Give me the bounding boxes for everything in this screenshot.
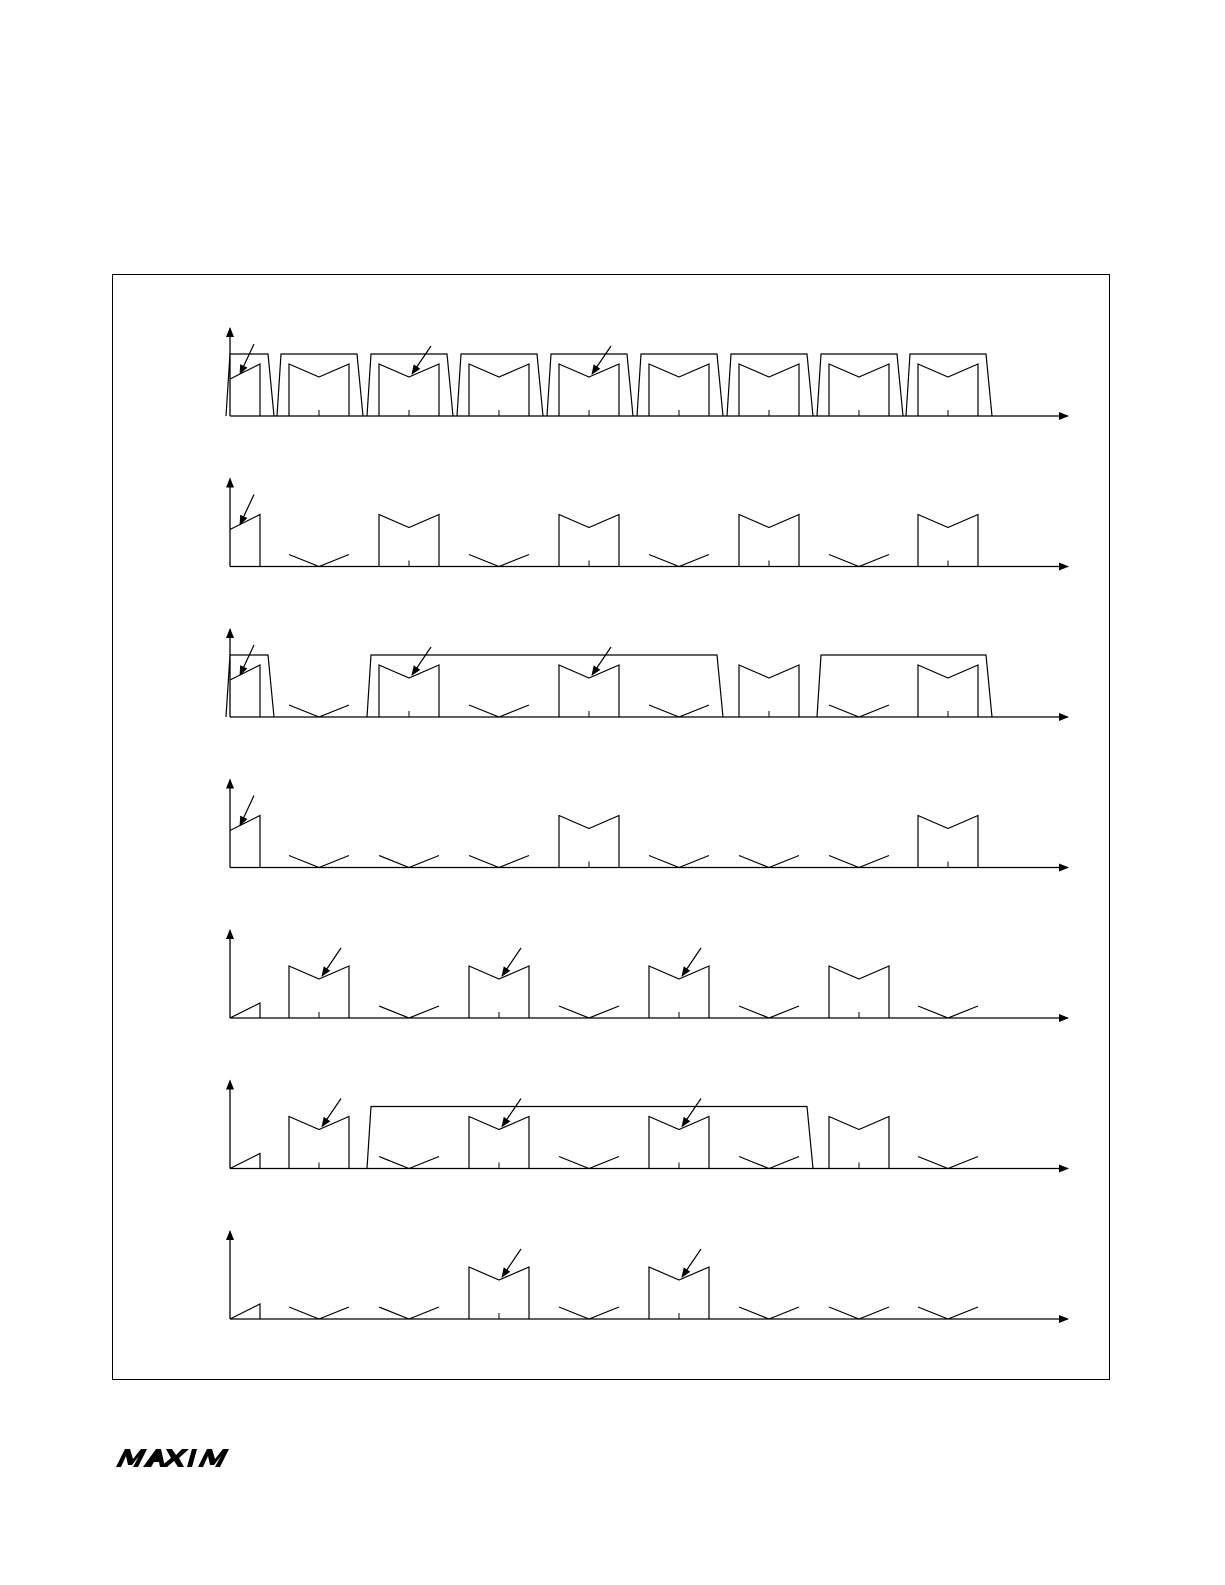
row-0-pointer-0 <box>240 344 254 374</box>
row-1-peak-7 <box>829 555 889 567</box>
row-3-peak-4 <box>559 816 619 868</box>
row-0-filter-4 <box>547 354 633 416</box>
row-0-filter-2 <box>367 354 453 416</box>
row-2-filter-2 <box>817 655 992 717</box>
row-0-peak-6 <box>739 364 799 416</box>
row-0-peak-8 <box>918 364 978 416</box>
row-0-peak-2 <box>379 364 439 416</box>
row-0-filter-1 <box>277 354 363 416</box>
row-2-peak-0 <box>230 665 260 717</box>
spectrum-diagram <box>113 275 1109 1379</box>
row-0-peak-7 <box>829 364 889 416</box>
row-1-peak-0 <box>230 515 260 567</box>
row-3-peak-6 <box>739 856 799 868</box>
row-5-peak-7 <box>829 1117 889 1169</box>
figure-frame <box>112 274 1110 1380</box>
row-3-peak-1 <box>289 856 349 868</box>
row-1-peak-3 <box>469 555 529 567</box>
row-4-peak-4 <box>559 1006 619 1018</box>
row-3-peak-0 <box>230 816 260 868</box>
row-4-peak-2 <box>379 1006 439 1018</box>
row-6-peak-4 <box>559 1307 619 1319</box>
row-2-peak-7 <box>829 705 889 717</box>
row-5-peak-5 <box>649 1117 709 1169</box>
row-0-pointer-2 <box>412 346 431 374</box>
row-4-pointer-5 <box>682 948 701 976</box>
row-4-peak-5 <box>649 966 709 1018</box>
row-2-filter-0 <box>226 655 274 717</box>
row-5-peak-1 <box>289 1117 349 1169</box>
row-1-peak-4 <box>559 515 619 567</box>
row-6-peak-7 <box>829 1307 889 1319</box>
row-0-peak-5 <box>649 364 709 416</box>
row-2-peak-5 <box>649 705 709 717</box>
row-1-pointer-0 <box>240 495 254 525</box>
row-5-peak-6 <box>739 1157 799 1169</box>
row-5-pointer-3 <box>502 1099 521 1127</box>
row-6-pointer-3 <box>502 1249 521 1277</box>
row-5-peak-3 <box>469 1117 529 1169</box>
row-4-peak-8 <box>918 1006 978 1018</box>
row-0-filter-3 <box>457 354 543 416</box>
row-5-pointer-1 <box>322 1099 341 1127</box>
row-6-peak-2 <box>379 1307 439 1319</box>
row-2-peak-2 <box>379 665 439 717</box>
row-2-pointer-2 <box>412 647 431 675</box>
row-1-peak-1 <box>289 555 349 567</box>
row-3-pointer-0 <box>240 796 254 826</box>
row-2-pointer-0 <box>240 645 254 675</box>
row-4-peak-3 <box>469 966 529 1018</box>
row-2-peak-1 <box>289 705 349 717</box>
row-6-peak-8 <box>918 1307 978 1319</box>
row-4-peak-6 <box>739 1006 799 1018</box>
row-6-peak-1 <box>289 1307 349 1319</box>
row-0-filter-0 <box>226 354 274 416</box>
row-4-peak-1 <box>289 966 349 1018</box>
row-1-peak-8 <box>918 515 978 567</box>
row-4-peak-0 <box>230 1003 260 1018</box>
row-0-filter-5 <box>637 354 723 416</box>
row-2-filter-1 <box>367 655 723 717</box>
row-2-pointer-4 <box>592 647 611 675</box>
row-4-peak-7 <box>829 966 889 1018</box>
row-6-peak-0 <box>230 1304 260 1319</box>
row-0-filter-6 <box>727 354 813 416</box>
row-0-peak-0 <box>230 364 260 416</box>
row-0-peak-4 <box>559 364 619 416</box>
row-2-peak-3 <box>469 705 529 717</box>
row-0-peak-3 <box>469 364 529 416</box>
maxim-logo <box>116 1448 256 1468</box>
row-4-pointer-3 <box>502 948 521 976</box>
row-3-peak-7 <box>829 856 889 868</box>
row-5-peak-0 <box>230 1154 260 1169</box>
row-3-peak-8 <box>918 816 978 868</box>
row-3-peak-5 <box>649 856 709 868</box>
row-3-peak-2 <box>379 856 439 868</box>
row-2-peak-8 <box>918 665 978 717</box>
row-2-peak-6 <box>739 665 799 717</box>
row-5-pointer-5 <box>682 1099 701 1127</box>
row-0-filter-7 <box>817 354 903 416</box>
row-2-peak-4 <box>559 665 619 717</box>
row-3-peak-3 <box>469 856 529 868</box>
row-0-pointer-4 <box>592 346 611 374</box>
row-1-peak-6 <box>739 515 799 567</box>
row-0-peak-1 <box>289 364 349 416</box>
row-5-peak-4 <box>559 1157 619 1169</box>
row-6-peak-3 <box>469 1267 529 1319</box>
row-1-peak-2 <box>379 515 439 567</box>
row-4-pointer-1 <box>322 948 341 976</box>
row-5-peak-2 <box>379 1157 439 1169</box>
row-5-peak-8 <box>918 1157 978 1169</box>
row-6-pointer-5 <box>682 1249 701 1277</box>
row-6-peak-5 <box>649 1267 709 1319</box>
row-6-peak-6 <box>739 1307 799 1319</box>
row-1-peak-5 <box>649 555 709 567</box>
row-0-filter-8 <box>906 354 992 416</box>
